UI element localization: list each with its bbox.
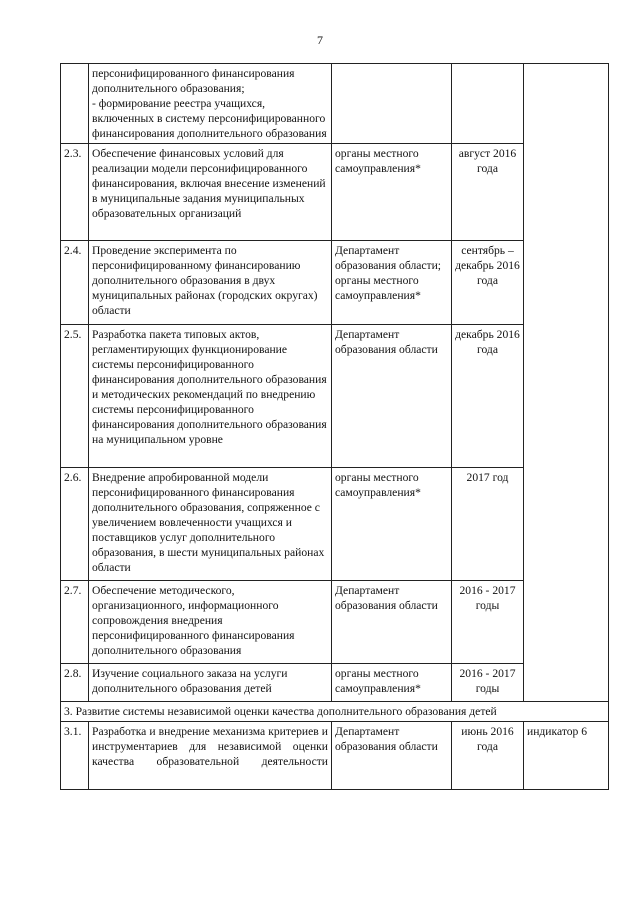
- page-number: 7: [317, 33, 323, 47]
- deadline-cell: 2016 - 2017 годы: [452, 581, 524, 664]
- row-number: 3.1.: [61, 722, 89, 790]
- activity-cell: Обеспечение финансовых условий для реализации модели персонифицированного финансирования, включая внесение изменений в муниципальные задания муниципальных образовательных организаций: [89, 144, 332, 241]
- responsible-cell: Департамент образования области: [332, 581, 452, 664]
- section-heading-row: [61, 702, 609, 722]
- responsible-cell: Департамент образования области; органы местного самоуправления*: [332, 241, 452, 325]
- responsible-cell: органы местного самоуправления*: [332, 144, 452, 241]
- row-number: 2.5.: [61, 325, 89, 468]
- deadline-cell: декабрь 2016 года: [452, 325, 524, 468]
- responsible-cell: [332, 64, 452, 144]
- responsible-cell: органы местного самоуправления*: [332, 664, 452, 702]
- row-number: 2.3.: [61, 144, 89, 241]
- deadline-cell: 2017 год: [452, 468, 524, 581]
- row-number: 2.7.: [61, 581, 89, 664]
- activity-cell: Обеспечение методического, организационного, информационного сопровождения внедрения персонифицированного финансирования дополнительного образования: [89, 581, 332, 664]
- section-heading: 3. Развитие системы независимой оценки качества дополнительного образования детей: [61, 702, 609, 722]
- activity-cell: Изучение социального заказа на услуги дополнительного образования детей: [89, 664, 332, 702]
- row-number: [61, 64, 89, 144]
- deadline-cell: 2016 - 2017 годы: [452, 664, 524, 702]
- table-row: [61, 722, 609, 790]
- activity-cell: персонифицированного финансирования дополнительного образования; - формирование реестра учащихся, включенных в систему персонифицированного финансирования дополнительного образования: [89, 64, 332, 144]
- responsible-cell: органы местного самоуправления*: [332, 468, 452, 581]
- activity-cell: Проведение эксперимента по персонифицированному финансированию дополнительного образования в двух муниципальных районах (городских округах) области: [89, 241, 332, 325]
- indicator-cell: [524, 64, 609, 702]
- responsible-cell: Департамент образования области: [332, 325, 452, 468]
- row-number: 2.4.: [61, 241, 89, 325]
- activity-cell: Внедрение апробированной модели персонифицированного финансирования дополнительного образования, сопряженное с увеличением вовлеченности учащихся и поставщиков услуг дополнительного образования, в шести муниципальных районах области: [89, 468, 332, 581]
- table-row: [61, 64, 609, 144]
- deadline-cell: [452, 64, 524, 144]
- indicator-cell: индикатор 6: [524, 722, 609, 790]
- deadline-cell: август 2016 года: [452, 144, 524, 241]
- activity-cell: Разработка пакета типовых актов, регламентирующих функционирование системы персонифицированного финансирования дополнительного образования и методических рекомендаций по внедрению системы персонифицированного финансирования дополнительного образования на муниципальном уровне: [89, 325, 332, 468]
- row-number: 2.6.: [61, 468, 89, 581]
- deadline-cell: сентябрь – декабрь 2016 года: [452, 241, 524, 325]
- activity-cell: Разработка и внедрение механизма критериев и инструментариев для независимой оценки качества образовательной деятельности: [89, 722, 332, 790]
- responsible-cell: Департамент образования области: [332, 722, 452, 790]
- plan-table: [60, 63, 609, 790]
- row-number: 2.8.: [61, 664, 89, 702]
- deadline-cell: июнь 2016 года: [452, 722, 524, 790]
